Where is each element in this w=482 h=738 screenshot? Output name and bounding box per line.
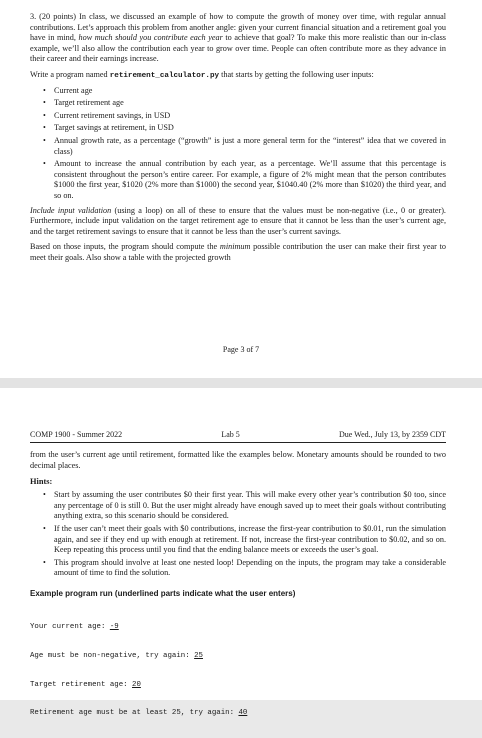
write-prefix: Write a program named bbox=[30, 69, 110, 79]
input-item: • Current age bbox=[54, 86, 446, 97]
header-course: COMP 1900 - Summer 2022 bbox=[30, 430, 123, 439]
code-prompt: Age must be non-negative, try again: bbox=[30, 651, 195, 660]
code-line bbox=[30, 709, 446, 719]
code-prompt: Your current age: bbox=[30, 623, 110, 632]
code-user-input: 40 bbox=[238, 709, 248, 718]
code-user-input: 25 bbox=[194, 651, 203, 660]
input-list bbox=[30, 86, 446, 202]
code-user-input: -9 bbox=[109, 623, 119, 632]
code-prompt: Target retirement age: bbox=[30, 680, 133, 689]
write-suffix: that starts by getting the following user inputs: bbox=[219, 69, 374, 79]
code-line bbox=[30, 681, 446, 691]
page-header bbox=[30, 430, 446, 443]
page-4 bbox=[0, 388, 482, 718]
hint-item: • This program should involve at least one nested loop! Depending on the inputs, the program may take a considerable amount of time to find the solution. bbox=[54, 558, 446, 579]
header-lab: Lab 5 bbox=[221, 430, 240, 439]
hints-list bbox=[30, 490, 446, 579]
input-item: • Amount to increase the annual contribution by each year, as a percentage. We’ll assume that this percentage is consistent throughout the person’s entire career. For example, a figure of 2% might mean that the person contributes $1000 the first year, $1020 (2% more than $1000) the second year, $1040.40 (2% more than $1020) the third year, and so on. bbox=[54, 159, 446, 201]
program-name: retirement_calculator.py bbox=[109, 71, 220, 80]
continuation-paragraph: from the user’s current age until retirement, formatted like the examples below. Monetary amounts should be rounded to two decimal places. bbox=[30, 450, 446, 470]
input-item: • Target retirement age bbox=[54, 98, 446, 109]
validation-paragraph: Include input validation (using a loop) on all of these to ensure that the values must be non-negative (i.e., 0 or greater). Furthermore, include input validation on the target retirement age to ensure that it cannot be less than the user’s current age, and the target retirement savings to ensure that it cannot be less than the user’s current savings. bbox=[30, 205, 446, 236]
hints-title: Hints: bbox=[30, 477, 53, 487]
page-gap bbox=[0, 378, 482, 388]
write-program-paragraph bbox=[30, 70, 446, 82]
example-title: Example program run (underlined parts indicate what the user enters) bbox=[30, 588, 296, 598]
intro-text: (20 points) In class, we discussed an example of how to compute the growth of money over time, with regular annual contributions. Let’s approach this problem from another angle: given your current financial situation and a retirement goal you have in mind, how much should you contribute each year to achieve that goal? To make this more realistic than our in-class example, we’ll also allow the contribution each year to grow over time. People can often contribute more as they advance in their career and their earnings increase. bbox=[30, 12, 446, 64]
code-user-input: 20 bbox=[132, 680, 141, 689]
code-prompt: Retirement age must be at least 25, try again: bbox=[30, 709, 239, 718]
input-item: • Annual growth rate, as a percentage (“growth” is just a more general term for the “interest” idea that we covered in class) bbox=[54, 136, 446, 157]
input-item: • Current retirement savings, in USD bbox=[54, 111, 446, 122]
hint-item: • If the user can’t meet their goals with $0 contributions, increase the first-year contribution to $0.01, run the simulation again, and see if they end up with enough at retirement. If not, increase the first-year contribution to $0.02, and so on. Keep repeating this process until you find that the ending balance meets or exceeds the user’s goal. bbox=[54, 524, 446, 556]
problem-intro bbox=[30, 12, 446, 65]
based-paragraph: Based on those inputs, the program should compute the minimum possible contribution the user can make their first year to meet their goals. Also show a table with the projected growth bbox=[30, 242, 446, 262]
input-item: • Target savings at retirement, in USD bbox=[54, 123, 446, 134]
code-line bbox=[30, 652, 446, 662]
example-code bbox=[30, 604, 446, 738]
page-number: Page 3 of 7 bbox=[222, 345, 260, 354]
header-due: Due Wed., July 13, by 2359 CDT bbox=[339, 430, 446, 439]
code-line bbox=[30, 623, 446, 633]
hint-item: • Start by assuming the user contributes $0 their first year. This will make every other year’s contribution $0 too, since any percentage of 0 is still 0. But the user might already have enough saved up to meet their goals without contributing anything extra, so this scenario should be considered. bbox=[54, 490, 446, 522]
question-number: 3. bbox=[30, 12, 37, 21]
